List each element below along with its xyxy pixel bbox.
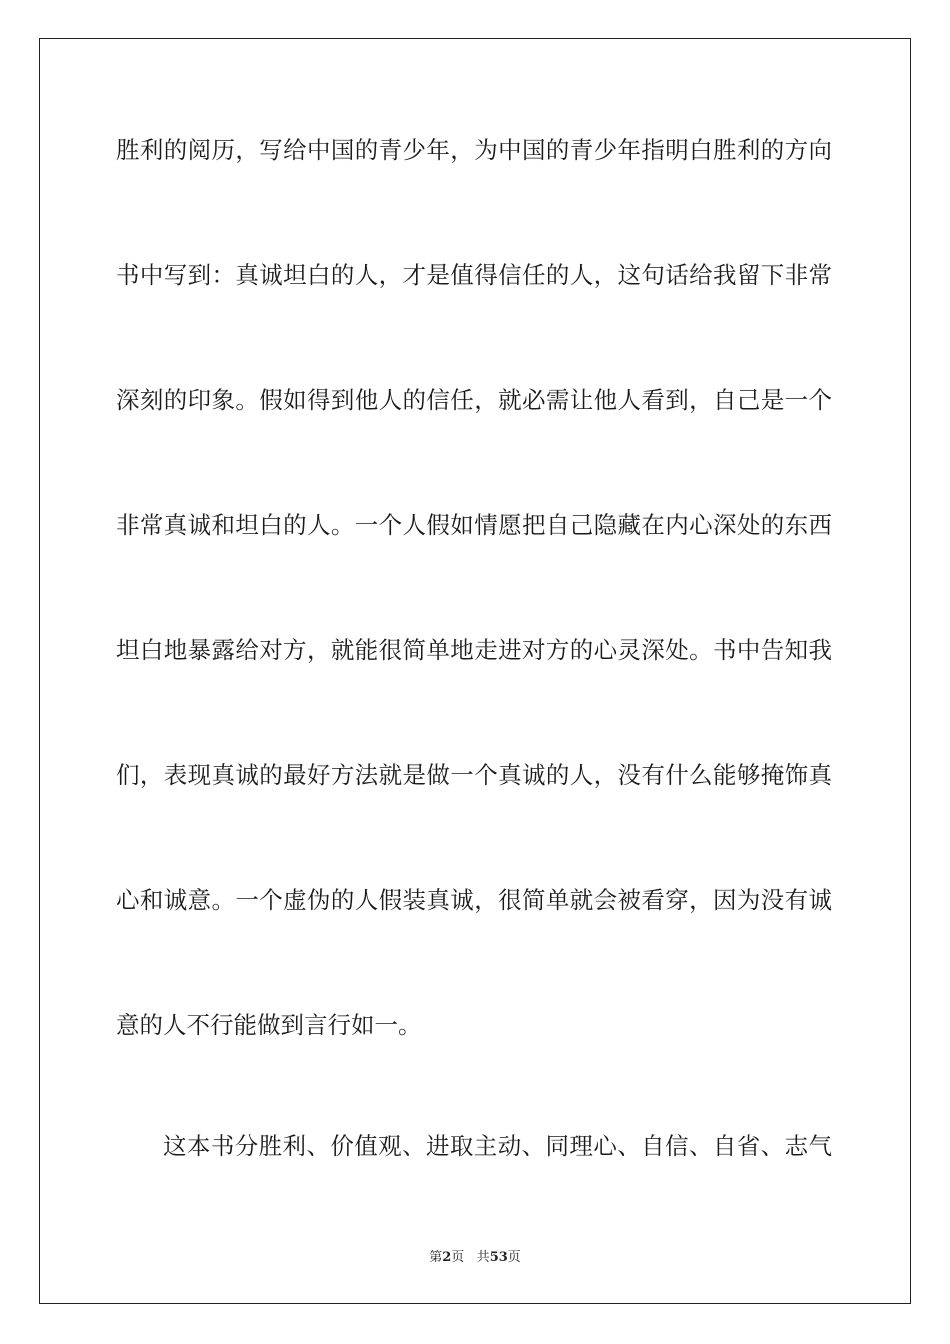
text-line: 这本书分胜利、价值观、进取主动、同理心、自信、自省、志气 [163, 1132, 832, 1160]
text-line: 深刻的印象。假如得到他人的信任，就必需让他人看到，自己是一个 [116, 386, 832, 414]
text-line: 坦白地暴露给对方，就能很简单地走进对方的心灵深处。书中告知我 [116, 636, 832, 664]
text-line: 心和诚意。一个虚伪的人假装真诚，很简单就会被看穿，因为没有诚 [116, 886, 832, 914]
text-line: 胜利的阅历，写给中国的青少年，为中国的青少年指明白胜利的方向 [116, 136, 832, 164]
total-prefix: 共 [476, 1250, 490, 1265]
page-number: 2 [442, 1250, 452, 1265]
text-line: 书中写到：真诚坦白的人，才是值得信任的人，这句话给我留下非常 [116, 261, 832, 289]
text-line: 意的人不行能做到言行如一。 [116, 1011, 422, 1039]
total-suffix: 页 [507, 1250, 521, 1265]
text-line: 们，表现真诚的最好方法就是做一个真诚的人，没有什么能够掩饰真 [116, 761, 832, 789]
page-suffix: 页 [451, 1250, 465, 1265]
page-footer [0, 1246, 950, 1265]
total-pages: 53 [489, 1250, 508, 1265]
page-prefix: 第 [429, 1250, 443, 1265]
text-line: 非常真诚和坦白的人。一个人假如情愿把自己隐藏在内心深处的东西 [116, 511, 832, 539]
page-border [39, 38, 911, 1304]
